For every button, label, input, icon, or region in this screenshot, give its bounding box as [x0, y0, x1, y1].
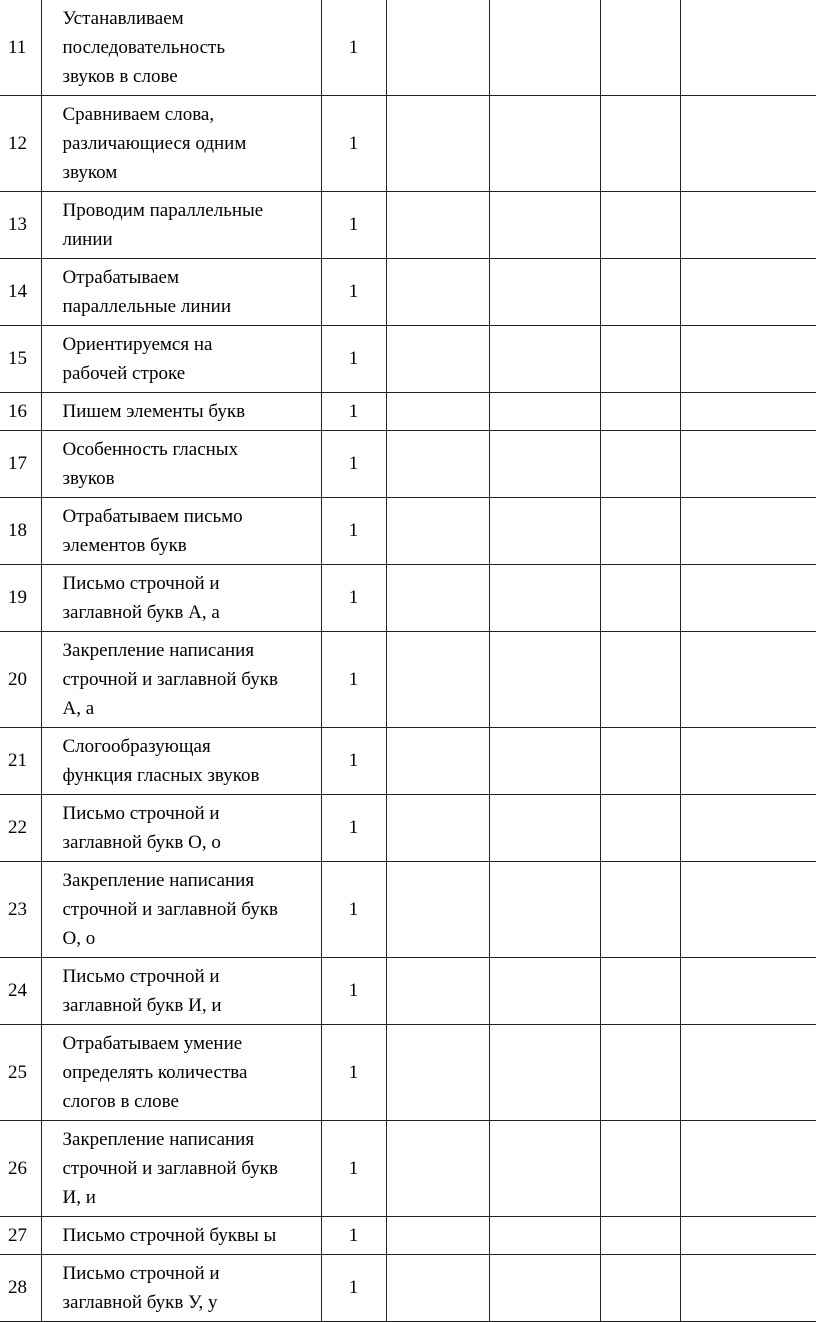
row-number: 25 [0, 1025, 41, 1121]
lesson-hours: 1 [321, 96, 386, 192]
lesson-topic: Письмо строчной буквы ы [41, 1217, 321, 1255]
empty-cell [600, 795, 680, 862]
row-number: 21 [0, 728, 41, 795]
empty-cell [680, 192, 816, 259]
lesson-topic: Отрабатываем параллельные линии [41, 259, 321, 326]
lesson-hours: 1 [321, 431, 386, 498]
table-row [0, 326, 816, 393]
lesson-hours: 1 [321, 565, 386, 632]
empty-cell [680, 1025, 816, 1121]
empty-cell [680, 326, 816, 393]
row-number: 12 [0, 96, 41, 192]
lesson-topic: Письмо строчной и заглавной букв А, а [41, 565, 321, 632]
row-number: 26 [0, 1121, 41, 1217]
table-row [0, 1121, 816, 1217]
lesson-hours: 1 [321, 393, 386, 431]
lesson-topic: Закрепление написания строчной и заглавной букв О, о [41, 862, 321, 958]
empty-cell [386, 0, 489, 96]
empty-cell [600, 862, 680, 958]
empty-cell [600, 728, 680, 795]
empty-cell [600, 1121, 680, 1217]
table-row [0, 565, 816, 632]
empty-cell [386, 728, 489, 795]
empty-cell [386, 96, 489, 192]
empty-cell [489, 431, 600, 498]
empty-cell [386, 431, 489, 498]
lesson-hours: 1 [321, 958, 386, 1025]
lesson-topic: Устанавливаем последовательность звуков в слове [41, 0, 321, 96]
lesson-topic: Отрабатываем письмо элементов букв [41, 498, 321, 565]
empty-cell [680, 1217, 816, 1255]
empty-cell [489, 565, 600, 632]
row-number: 13 [0, 192, 41, 259]
empty-cell [489, 96, 600, 192]
table-row [0, 1217, 816, 1255]
empty-cell [600, 565, 680, 632]
empty-cell [600, 632, 680, 728]
row-number: 23 [0, 862, 41, 958]
row-number: 18 [0, 498, 41, 565]
row-number: 14 [0, 259, 41, 326]
lesson-topic: Проводим параллельные линии [41, 192, 321, 259]
empty-cell [680, 565, 816, 632]
lesson-topic: Письмо строчной и заглавной букв И, и [41, 958, 321, 1025]
empty-cell [386, 326, 489, 393]
empty-cell [489, 1121, 600, 1217]
table-row [0, 431, 816, 498]
lesson-hours: 1 [321, 1217, 386, 1255]
table-row [0, 96, 816, 192]
empty-cell [489, 1217, 600, 1255]
empty-cell [386, 958, 489, 1025]
empty-cell [489, 498, 600, 565]
table-row [0, 192, 816, 259]
empty-cell [489, 1025, 600, 1121]
empty-cell [386, 1121, 489, 1217]
empty-cell [386, 393, 489, 431]
row-number: 22 [0, 795, 41, 862]
lesson-hours: 1 [321, 498, 386, 565]
lesson-hours: 1 [321, 192, 386, 259]
empty-cell [680, 958, 816, 1025]
empty-cell [680, 498, 816, 565]
empty-cell [386, 192, 489, 259]
lesson-hours: 1 [321, 326, 386, 393]
empty-cell [600, 259, 680, 326]
empty-cell [600, 326, 680, 393]
empty-cell [489, 728, 600, 795]
empty-cell [600, 393, 680, 431]
empty-cell [680, 431, 816, 498]
empty-cell [680, 632, 816, 728]
row-number: 15 [0, 326, 41, 393]
empty-cell [489, 795, 600, 862]
empty-cell [489, 862, 600, 958]
empty-cell [600, 96, 680, 192]
lesson-topic: Сравниваем слова, различающиеся одним звуком [41, 96, 321, 192]
empty-cell [489, 326, 600, 393]
empty-cell [680, 795, 816, 862]
empty-cell [489, 259, 600, 326]
empty-cell [600, 958, 680, 1025]
lesson-hours: 1 [321, 795, 386, 862]
empty-cell [386, 632, 489, 728]
lesson-topic: Особенность гласных звуков [41, 431, 321, 498]
empty-cell [386, 498, 489, 565]
empty-cell [600, 0, 680, 96]
row-number: 19 [0, 565, 41, 632]
empty-cell [600, 1217, 680, 1255]
empty-cell [489, 0, 600, 96]
empty-cell [680, 1121, 816, 1217]
empty-cell [386, 565, 489, 632]
empty-cell [386, 1217, 489, 1255]
row-number: 16 [0, 393, 41, 431]
empty-cell [489, 632, 600, 728]
lesson-hours: 1 [321, 259, 386, 326]
empty-cell [680, 0, 816, 96]
row-number: 28 [0, 1255, 41, 1322]
table-row [0, 862, 816, 958]
lesson-topic: Пишем элементы букв [41, 393, 321, 431]
lesson-topic: Слогообразующая функция гласных звуков [41, 728, 321, 795]
table-row [0, 1025, 816, 1121]
table-row [0, 259, 816, 326]
empty-cell [386, 862, 489, 958]
empty-cell [680, 862, 816, 958]
table-row [0, 632, 816, 728]
row-number: 24 [0, 958, 41, 1025]
empty-cell [489, 393, 600, 431]
empty-cell [489, 958, 600, 1025]
empty-cell [600, 498, 680, 565]
lesson-topic: Письмо строчной и заглавной букв У, у [41, 1255, 321, 1322]
empty-cell [386, 795, 489, 862]
table-row [0, 393, 816, 431]
empty-cell [680, 728, 816, 795]
empty-cell [600, 1255, 680, 1322]
table-row [0, 958, 816, 1025]
lesson-topic: Закрепление написания строчной и заглавной букв А, а [41, 632, 321, 728]
lesson-hours: 1 [321, 1255, 386, 1322]
lesson-hours: 1 [321, 0, 386, 96]
row-number: 11 [0, 0, 41, 96]
lesson-hours: 1 [321, 632, 386, 728]
empty-cell [680, 1255, 816, 1322]
empty-cell [386, 1025, 489, 1121]
table-row [0, 1255, 816, 1322]
row-number: 27 [0, 1217, 41, 1255]
table-row [0, 795, 816, 862]
empty-cell [680, 96, 816, 192]
lesson-topic: Письмо строчной и заглавной букв О, о [41, 795, 321, 862]
empty-cell [489, 192, 600, 259]
empty-cell [489, 1255, 600, 1322]
empty-cell [600, 1025, 680, 1121]
lesson-topic: Закрепление написания строчной и заглавной букв И, и [41, 1121, 321, 1217]
row-number: 17 [0, 431, 41, 498]
table-row [0, 0, 816, 96]
lesson-topic: Ориентируемся на рабочей строке [41, 326, 321, 393]
lesson-hours: 1 [321, 1121, 386, 1217]
lesson-topic: Отрабатываем умение определять количества слогов в слове [41, 1025, 321, 1121]
empty-cell [386, 259, 489, 326]
row-number: 20 [0, 632, 41, 728]
empty-cell [600, 431, 680, 498]
empty-cell [600, 192, 680, 259]
table-row [0, 728, 816, 795]
empty-cell [680, 259, 816, 326]
empty-cell [680, 393, 816, 431]
table-row [0, 498, 816, 565]
empty-cell [386, 1255, 489, 1322]
lesson-hours: 1 [321, 728, 386, 795]
lesson-hours: 1 [321, 862, 386, 958]
lesson-hours: 1 [321, 1025, 386, 1121]
